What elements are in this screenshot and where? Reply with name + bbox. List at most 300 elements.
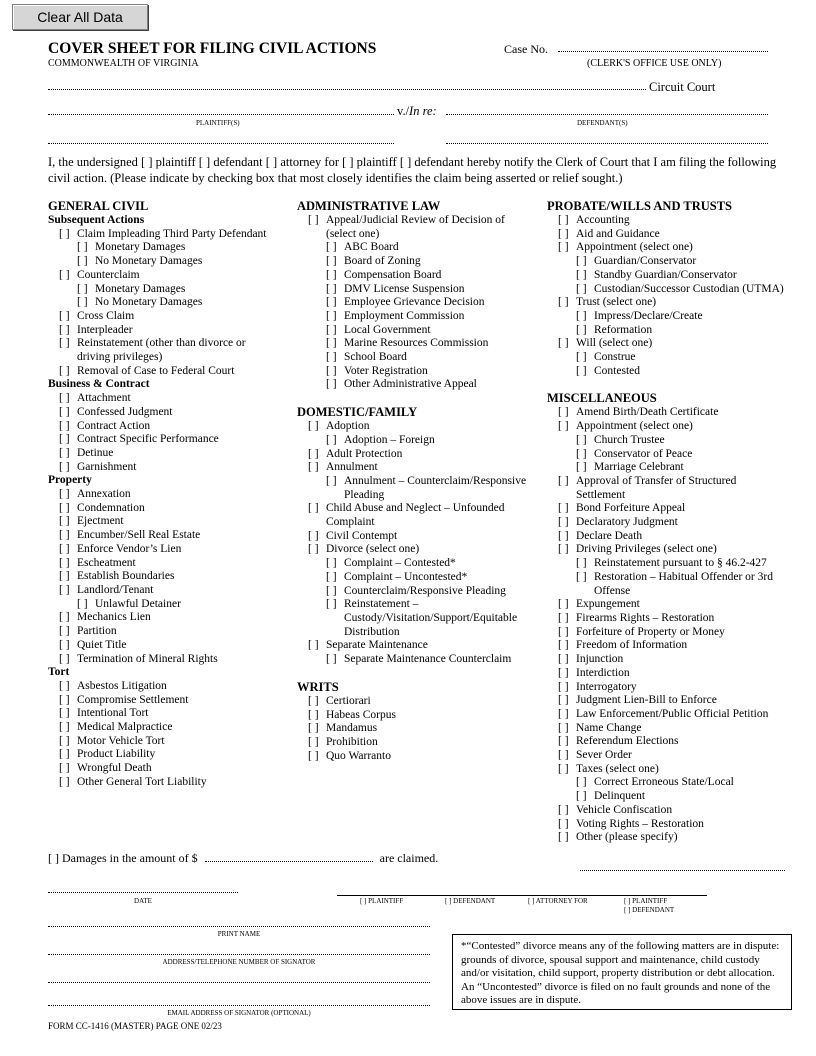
option-label-continuation: Distribution [344,625,400,638]
checkbox[interactable]: [ ] [59,556,70,569]
option-label-text: Motor Vehicle Tort [77,734,165,747]
option-label [77,762,152,776]
option-label-text: Unlawful Detainer [95,597,181,610]
option-label [576,831,678,845]
page-title: COVER SHEET FOR FILING CIVIL ACTIONS [48,40,377,57]
option-label [594,283,784,297]
checkbox[interactable]: [ ] [326,378,337,391]
option-label [594,448,692,462]
plaintiff-field[interactable] [48,114,394,115]
option-label-text: Reinstatement (other than divorce or [77,337,246,350]
checkbox[interactable]: [ ] [326,296,337,309]
option-label [344,585,506,599]
option-label-continuation: Offense [594,584,631,597]
circuit-court-field[interactable] [48,89,646,90]
checkbox[interactable]: [ ] [558,666,569,679]
checkbox[interactable]: [ ] [59,433,70,446]
option-label [77,543,181,557]
checkbox[interactable]: [ ] [308,749,319,762]
checkbox[interactable]: [ ] [77,296,88,309]
checkbox[interactable]: [ ] [59,392,70,405]
checkbox[interactable]: [ ] [308,694,319,707]
checkbox[interactable]: [ ] [326,351,337,364]
checkbox[interactable]: [ ] [59,693,70,706]
plaintiff-field-2[interactable] [48,143,394,144]
option-label [326,722,377,736]
option-label [77,228,267,242]
option-label [326,709,396,723]
option-label-text: Partition [77,625,117,638]
option-label [344,241,399,255]
option-unlawful-detainer [48,598,293,612]
checkbox[interactable]: [ ] [308,543,319,556]
option-complaint-contested [297,557,545,571]
option-label-text: Contract Action [77,419,151,432]
checkbox[interactable]: [ ] [558,831,569,844]
checkbox[interactable]: [ ] [59,748,70,761]
checkbox[interactable]: [ ] [558,639,569,652]
option-separate-maintenance [297,639,545,653]
option-declaratory-judgment [547,516,809,530]
checkbox[interactable]: [ ] [59,652,70,665]
option-label-text: ABC Board [344,241,399,254]
option-label-text: Cross Claim [77,309,135,322]
option-label [344,557,456,571]
option-label [594,351,636,365]
option-label-text: Will (select one) [576,337,653,350]
subsection-title: Subsequent Actions [48,214,145,226]
option-label-continuation: Pleading [344,488,385,501]
checkbox[interactable]: [ ] [558,502,569,515]
option-label-text: Monetary Damages [95,282,186,295]
checkbox[interactable]: [ ] [326,323,337,336]
option-voter-registration [297,365,545,379]
option-label [326,530,397,544]
checkbox[interactable]: [ ] [59,611,70,624]
option-interrogatory [547,681,809,695]
signature-field[interactable] [337,895,707,896]
option-label [344,365,428,379]
checkbox[interactable]: [ ] [558,803,569,816]
option-label [594,365,640,379]
option-label [344,571,467,585]
checkbox[interactable]: [ ] [59,721,70,734]
option-label-text: Amend Birth/Death Certificate [576,406,719,419]
option-label-text: Construe [594,351,636,364]
checkbox[interactable]: [ ] [558,214,569,226]
option-label [576,543,717,557]
case-no-label: Case No. [504,42,548,56]
option-label [344,337,488,351]
checkbox[interactable]: [ ] [558,721,569,734]
option-label-text: Aid and Guidance [576,227,660,240]
option-label [594,776,734,790]
probate-miscellaneous-column [547,199,809,845]
option-monetary-damages [48,283,293,297]
option-label-text: Reformation [594,323,653,336]
checkbox[interactable]: [ ] [308,447,319,460]
option-label-text: Intentional Tort [77,707,149,720]
option-label-text: Voting Rights – Restoration [576,817,704,830]
checkbox[interactable]: [ ] [326,653,337,666]
checkbox[interactable]: [ ] [326,364,337,377]
checkbox[interactable]: [ ] [326,268,337,281]
checkbox[interactable]: [ ] [59,515,70,528]
option-label [344,351,407,365]
miscellaneous-heading: MISCELLANEOUS [547,391,657,406]
option-label-continuation: (select one) [326,227,380,240]
signer-attorney-checkbox[interactable]: [ ] ATTORNEY FOR [528,897,588,905]
option-label-text: Encumber/Sell Real Estate [77,529,201,542]
option-label-continuation: driving privileges) [77,351,163,364]
option-label [344,296,485,310]
option-label-text: Custodian/Successor Custodian (UTMA) [594,282,784,295]
checkbox[interactable]: [ ] [558,406,569,419]
option-label [77,625,117,639]
option-label [576,694,717,708]
option-label [326,639,428,653]
checkbox[interactable]: [ ] [558,598,569,611]
option-label-text: Confessed Judgment [77,405,173,418]
subsection-title: Tort [48,666,70,679]
attorney-for-plaintiff-checkbox[interactable]: [ ] PLAINTIFF [624,897,668,905]
checkbox[interactable]: [ ] [308,708,319,721]
checkbox[interactable]: [ ] [326,241,337,254]
checkbox[interactable]: [ ] [308,529,319,542]
print-name-label: PRINT NAME [217,930,261,938]
option-appointment-select-one [547,420,809,434]
checkbox[interactable]: [ ] [558,817,569,830]
checkbox[interactable]: [ ] [558,529,569,542]
in-re-text: In re: [409,104,437,118]
option-habeas-corpus [297,709,545,723]
option-label [77,721,172,735]
checkbox[interactable]: [ ] [576,282,587,295]
option-label [344,598,517,639]
option-label [594,310,703,324]
option-no-monetary-damages [48,255,293,269]
checkbox[interactable]: [ ] [558,516,569,529]
checkbox[interactable]: [ ] [558,749,569,762]
checkbox[interactable]: [ ] [308,461,319,474]
option-establish-boundaries [48,570,293,584]
option-label-text: Driving Privileges (select one) [576,543,717,556]
checkbox[interactable]: [ ] [558,625,569,638]
checkbox[interactable]: [ ] [576,255,587,268]
address-field[interactable] [48,954,430,955]
option-trust-select-one [547,296,809,310]
option-label [326,543,419,557]
option-other-general-tort-liability [48,776,293,790]
general-civil-heading: GENERAL CIVIL [48,199,149,213]
option-label [344,269,441,283]
checkbox[interactable]: [ ] [59,460,70,473]
option-medical-malpractice [48,721,293,735]
checkbox[interactable]: [ ] [326,557,337,570]
checkbox[interactable]: [ ] [326,255,337,268]
checkbox[interactable]: [ ] [59,268,70,281]
intro-paragraph: I, the undersigned [ ] plaintiff [ ] defendant [ ] attorney for [ ] plaintiff [ ] defendant hereby notify the Clerk of Court that I am filing the following civil action. (Please indicate by checking box that most closely identifies the claim being asserted or relief sought.) [48,155,777,185]
checkbox[interactable]: [ ] [326,337,337,350]
option-label-text: Interdiction [576,666,630,679]
option-label-text: Asbestos Litigation [77,679,167,692]
checkbox[interactable]: [ ] [59,488,70,501]
checkbox[interactable]: [ ] [576,433,587,446]
checkbox[interactable]: [ ] [59,309,70,322]
option-label-text: Church Trustee [594,433,665,446]
checkbox[interactable]: [ ] [326,433,337,446]
checkbox[interactable]: [ ] [576,364,587,377]
option-label-text: Accounting [576,214,630,226]
checkbox[interactable]: [ ] [558,735,569,748]
option-label [576,708,768,722]
address-field-2[interactable] [48,982,430,983]
option-annulment [297,461,545,475]
option-label [576,639,687,653]
option-cross-claim [48,310,293,324]
attorney-for-defendant-checkbox[interactable]: [ ] DEFENDANT [624,906,675,914]
checkbox[interactable]: [ ] [576,557,587,570]
option-quiet-title [48,639,293,653]
checkbox[interactable]: [ ] [558,543,569,556]
date-field[interactable] [48,892,238,893]
option-vehicle-confiscation [547,804,809,818]
option-label-continuation: Complaint [326,516,375,529]
checkbox[interactable]: [ ] [576,447,587,460]
checkbox[interactable]: [ ] [59,529,70,542]
option-abc-board [297,241,545,255]
option-board-of-zoning [297,255,545,269]
option-church-trustee [547,434,809,448]
option-label-text: Forfeiture of Property or Money [576,625,725,638]
option-label [77,337,246,364]
checkbox[interactable]: [ ] [576,309,587,322]
option-label [576,502,685,516]
option-intentional-tort [48,707,293,721]
option-label-text: Compromise Settlement [77,693,189,706]
option-label-text: Interpleader [77,323,133,336]
option-restoration-habitual-offender-or-3rd [547,571,809,598]
administrative-law-heading: ADMINISTRATIVE LAW [297,199,441,213]
option-accounting [547,214,809,228]
checkbox[interactable]: [ ] [326,282,337,295]
option-label-text: Certiorari [326,694,371,707]
option-label-text: School Board [344,351,407,364]
checkbox[interactable]: [ ] [59,227,70,240]
option-label [326,448,402,462]
checkbox[interactable]: [ ] [326,584,337,597]
option-label-text: Voter Registration [344,364,428,377]
print-name-field[interactable] [48,926,430,927]
option-local-government [297,324,545,338]
option-label [77,461,136,475]
checkbox[interactable]: [ ] [308,214,319,226]
checkbox[interactable]: [ ] [558,241,569,254]
checkbox[interactable]: [ ] [77,282,88,295]
option-mandamus [297,722,545,736]
option-detinue [48,447,293,461]
option-label [344,255,421,269]
address-label: ADDRESS/TELEPHONE NUMBER OF SIGNATOR [162,958,316,966]
option-label-text: Guardian/Conservator [594,255,697,268]
checkbox[interactable]: [ ] [59,638,70,651]
checkbox[interactable]: [ ] [576,268,587,281]
signer-defendant-checkbox[interactable]: [ ] DEFENDANT [445,897,496,905]
option-ejectment [48,515,293,529]
checkbox[interactable]: [ ] [558,337,569,350]
date-label: DATE [134,897,152,905]
option-label-text: Board of Zoning [344,255,421,268]
checkbox[interactable]: [ ] [59,323,70,336]
option-civil-contempt [297,530,545,544]
checkbox[interactable]: [ ] [308,735,319,748]
option-label-text: Detinue [77,446,114,459]
checkbox[interactable]: [ ] [326,570,337,583]
checkbox[interactable]: [ ] [326,309,337,322]
defendant-label: DEFENDANT(S) [577,119,628,127]
checkbox[interactable]: [ ] [558,474,569,487]
checkbox[interactable]: [ ] [59,762,70,775]
option-reinstatement-pursuant-to-46-2-427 [547,557,809,571]
checkbox[interactable]: [ ] [326,474,337,487]
checkbox[interactable]: [ ] [576,790,587,803]
option-label-text: Counterclaim/Responsive Pleading [344,584,506,597]
option-label-text: Declare Death [576,529,643,542]
option-separate-maintenance-counterclaim [297,653,545,667]
option-label-text: DMV License Suspension [344,282,465,295]
option-label [77,735,165,749]
checkbox[interactable]: [ ] [308,420,319,433]
checkbox[interactable]: [ ] [59,679,70,692]
option-label-text: Mandamus [326,722,378,735]
option-escheatment [48,557,293,571]
checkbox[interactable]: [ ] [59,501,70,514]
checkbox[interactable]: [ ] [558,611,569,624]
checkbox[interactable]: [ ] [558,694,569,707]
checkbox[interactable]: [ ] [59,405,70,418]
checkbox[interactable]: [ ] [59,570,70,583]
checkbox[interactable]: [ ] [59,337,70,350]
other-specify-field[interactable] [580,870,785,871]
option-label [576,420,693,434]
option-label-text: Contested [594,364,640,377]
checkbox[interactable]: [ ] [558,680,569,693]
option-label [77,310,134,324]
option-label-text: Employment Commission [344,309,465,322]
option-label [576,475,736,502]
checkbox[interactable]: [ ] [59,446,70,459]
option-label-text: Condemnation [77,501,145,514]
option-label-text: Quo Warranto [326,749,391,762]
checkbox[interactable]: [ ] [576,570,587,583]
option-label [95,283,185,297]
option-label-text: Bond Forfeiture Appeal [576,502,686,515]
checkbox[interactable]: [ ] [59,775,70,788]
checkbox[interactable]: [ ] [59,734,70,747]
option-label-text: Child Abuse and Neglect – Unfounded [326,502,505,515]
checkbox[interactable]: [ ] [558,707,569,720]
checkbox[interactable]: [ ] [59,419,70,432]
checkbox[interactable]: [ ] [308,502,319,515]
option-compromise-settlement [48,694,293,708]
option-dmv-license-suspension [297,283,545,297]
option-label [576,516,678,530]
option-enforce-vendor-s-lien [48,543,293,557]
option-label-text: Sever Order [576,749,632,762]
checkbox[interactable]: [ ] [59,707,70,720]
option-marriage-celebrant [547,461,809,475]
option-name-change [547,722,809,736]
option-label [344,378,477,392]
checkbox[interactable]: [ ] [59,364,70,377]
defendant-field[interactable] [446,114,768,115]
checkbox[interactable]: [ ] [558,420,569,433]
option-label [326,736,378,750]
option-label-text: Landlord/Tenant [77,583,154,596]
email-field[interactable] [48,1005,430,1006]
option-label-text: Medical Malpractice [77,721,173,734]
checkbox[interactable]: [ ] [576,461,587,474]
option-label [594,324,652,338]
checkbox[interactable]: [ ] [326,598,337,611]
checkbox[interactable]: [ ] [576,323,587,336]
option-label [576,337,652,351]
checkbox[interactable]: [ ] [59,625,70,638]
option-label [77,557,136,571]
option-label [326,750,391,764]
checkbox[interactable]: [ ] [558,762,569,775]
option-contested [547,365,809,379]
checkbox[interactable]: [ ] [576,776,587,789]
checkbox[interactable]: [ ] [308,722,319,735]
option-employee-grievance-decision [297,296,545,310]
option-label [576,241,693,255]
checkbox[interactable]: [ ] [558,296,569,309]
checkbox[interactable]: [ ] [77,255,88,268]
option-label-text: Civil Contempt [326,529,398,542]
clear-all-data-button[interactable]: Clear All Data [12,4,148,30]
option-label [576,612,714,626]
checkbox[interactable]: [ ] [558,227,569,240]
checkbox[interactable]: [ ] [308,639,319,652]
case-no-field[interactable] [558,51,768,52]
option-label-continuation: Custody/Visitation/Support/Equitable [344,611,518,624]
option-product-liability [48,748,293,762]
checkbox[interactable]: [ ] [576,351,587,364]
option-reinstatement [297,598,545,639]
defendant-field-2[interactable] [446,143,768,144]
option-label-text: Removal of Case to Federal Court [77,364,235,377]
option-label-text: Garnishment [77,460,137,473]
signer-plaintiff-checkbox[interactable]: [ ] PLAINTIFF [360,897,404,905]
option-label-text: Interrogatory [576,680,637,693]
checkbox[interactable]: [ ] [558,653,569,666]
option-label [95,296,202,310]
option-asbestos-litigation [48,680,293,694]
option-label [77,653,218,667]
option-label-text: Vehicle Confiscation [576,803,673,816]
option-label [576,722,641,736]
damages-amount-field[interactable] [205,861,373,862]
checkbox[interactable]: [ ] [77,597,88,610]
option-label [576,667,630,681]
option-label-text: Employee Grievance Decision [344,296,485,309]
checkbox[interactable]: [ ] [77,241,88,254]
checkbox[interactable]: [ ] [59,583,70,596]
option-landlord-tenant [48,584,293,598]
versus-text: v./ [397,104,410,118]
checkbox[interactable]: [ ] [59,542,70,555]
